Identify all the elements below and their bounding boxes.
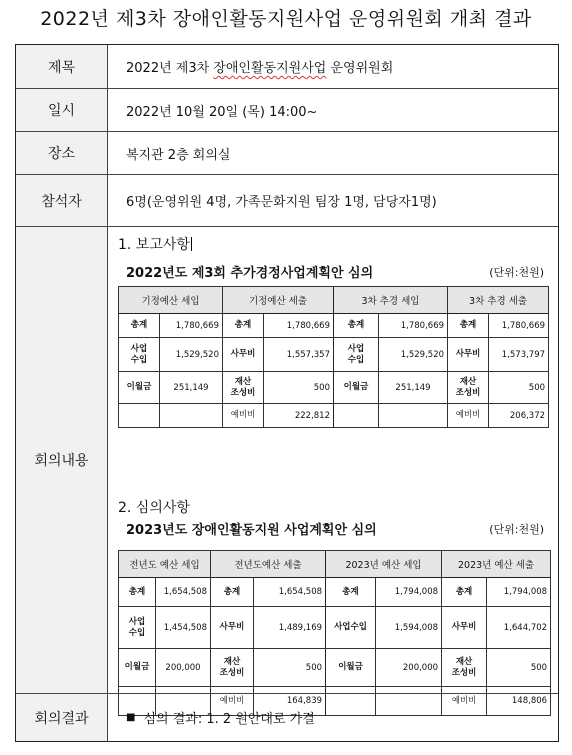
row-place [16, 131, 558, 174]
row-datetime [16, 88, 558, 131]
row-attendees [16, 174, 558, 226]
table-cell: 사무비 [442, 607, 487, 649]
value-attendees: 6명(운영위원 4명, 가족문화지원 팀장 1명, 담당자1명) [126, 195, 437, 210]
result-text: 심의 결과: 1. 2 원안대로 가결 [143, 712, 315, 727]
row-result [16, 693, 558, 741]
table-cell: 222,812 [264, 404, 334, 428]
table-row [119, 372, 549, 404]
value-result [108, 694, 558, 741]
table-cell: 사업 수입 [334, 338, 379, 372]
label-subject: 제목 [16, 45, 108, 88]
header-cell: 기정예산 세출 [223, 287, 334, 314]
header-cell: 전년도예산 세출 [211, 551, 326, 578]
table-cell: 총계 [119, 314, 160, 338]
table-cell: 1,780,669 [379, 314, 448, 338]
table-cell: 1,654,508 [254, 578, 326, 607]
spellcheck-underline: 장애인활동지원사업 [213, 61, 327, 76]
text-cursor [191, 237, 192, 251]
label-place: 장소 [16, 132, 108, 174]
table-cell: 총계 [223, 314, 264, 338]
document-title: 2022년 제3차 장애인활동지원사업 운영위원회 개최 결과 [40, 8, 532, 30]
table-cell: 재산 조성비 [442, 649, 487, 687]
table-cell: 이월금 [326, 649, 376, 687]
table-cell: 이월금 [334, 372, 379, 404]
label-result: 회의결과 [16, 694, 108, 741]
header-cell: 2023년 예산 세출 [442, 551, 551, 578]
header-cell: 3차 추경 세출 [448, 287, 549, 314]
table-row [119, 607, 551, 649]
table-cell: 500 [489, 372, 549, 404]
value-place: 복지관 2층 회의실 [126, 147, 231, 163]
section1-heading-text: 1. 보고사항 [118, 237, 190, 253]
table-cell: 총계 [211, 578, 254, 607]
table-cell [160, 404, 223, 428]
section1-unit: (단위:천원) [489, 266, 544, 279]
table-cell: 1,529,520 [160, 338, 223, 372]
table-cell: 1,644,702 [487, 607, 551, 649]
table-cell: 1,780,669 [264, 314, 334, 338]
table-cell: 사업 수입 [119, 338, 160, 372]
table-cell: 1,794,008 [487, 578, 551, 607]
value-datetime: 2022년 10월 20일 (목) 14:00~ [126, 104, 318, 120]
label-attendees: 참석자 [16, 175, 108, 226]
table-cell: 500 [487, 649, 551, 687]
table-cell: 이월금 [119, 372, 160, 404]
table-cell: 251,149 [379, 372, 448, 404]
table-cell: 1,529,520 [379, 338, 448, 372]
table-cell: 200,000 [376, 649, 442, 687]
table-cell: 500 [254, 649, 326, 687]
table-cell: 총계 [442, 578, 487, 607]
table-cell: 1,454,508 [156, 607, 211, 649]
table-cell: 1,654,508 [156, 578, 211, 607]
header-cell: 2023년 예산 세입 [326, 551, 442, 578]
table-cell: 사무비 [223, 338, 264, 372]
value-subject [108, 45, 558, 88]
table-cell: 재산 조성비 [223, 372, 264, 404]
table-cell: 이월금 [119, 649, 156, 687]
content-area [108, 227, 558, 706]
header-cell: 기정예산 세입 [119, 287, 223, 314]
table-cell: 총계 [448, 314, 489, 338]
subject-text: 2022년 제3차 장애인활동지원사업 운영위원회 [126, 61, 394, 76]
section1-budget-table [118, 286, 549, 428]
table-cell: 500 [264, 372, 334, 404]
section1-heading [118, 234, 192, 254]
table-row [119, 314, 549, 338]
row-content [16, 226, 558, 706]
table-cell: 총계 [119, 578, 156, 607]
table-header-row [119, 551, 551, 578]
table-cell: 재산 조성비 [448, 372, 489, 404]
table-cell: 예비비 [442, 687, 487, 716]
table-row [119, 578, 551, 607]
section2-unit: (단위:천원) [489, 523, 544, 536]
table-cell: 총계 [334, 314, 379, 338]
table-cell: 예비비 [211, 687, 254, 716]
header-cell: 전년도 예산 세입 [119, 551, 211, 578]
row-subject [16, 45, 558, 88]
table-row [119, 404, 549, 428]
table-cell: 200,000 [156, 649, 211, 687]
table-cell: 1,780,669 [489, 314, 549, 338]
table-cell: 사업수입 [326, 607, 376, 649]
table-cell: 1,794,008 [376, 578, 442, 607]
label-content: 회의내용 [16, 227, 108, 693]
table-cell: 1,573,797 [489, 338, 549, 372]
table-cell: 251,149 [160, 372, 223, 404]
table-row [119, 338, 549, 372]
table-row [119, 649, 551, 687]
table-cell: 148,806 [487, 687, 551, 716]
table-cell: 예비비 [448, 404, 489, 428]
table-cell: 재산 조성비 [211, 649, 254, 687]
table-cell: 사업 수입 [119, 607, 156, 649]
table-cell: 1,594,008 [376, 607, 442, 649]
table-cell [334, 404, 379, 428]
table-cell: 1,489,169 [254, 607, 326, 649]
table-cell: 사무비 [211, 607, 254, 649]
section2-budget-table [118, 550, 551, 716]
table-cell: 1,780,669 [160, 314, 223, 338]
header-cell: 3차 추경 세입 [334, 287, 448, 314]
table-cell [379, 404, 448, 428]
section2-heading: 2. 심의사항 [118, 500, 190, 516]
table-cell: 예비비 [223, 404, 264, 428]
table-cell: 164,839 [254, 687, 326, 716]
table-cell [119, 404, 160, 428]
table-cell: 1,557,357 [264, 338, 334, 372]
table-cell: 사무비 [448, 338, 489, 372]
label-datetime: 일시 [16, 89, 108, 131]
table-cell: 총계 [326, 578, 376, 607]
meeting-result-table [15, 44, 559, 742]
section2-subtitle: 2023년도 장애인활동지원 사업계획안 심의 [126, 523, 377, 538]
table-header-row [119, 287, 549, 314]
section1-subtitle: 2022년도 제3회 추가경정사업계획안 심의 [126, 266, 374, 281]
table-cell: 206,372 [489, 404, 549, 428]
square-bullet-icon: ■ [126, 712, 136, 723]
